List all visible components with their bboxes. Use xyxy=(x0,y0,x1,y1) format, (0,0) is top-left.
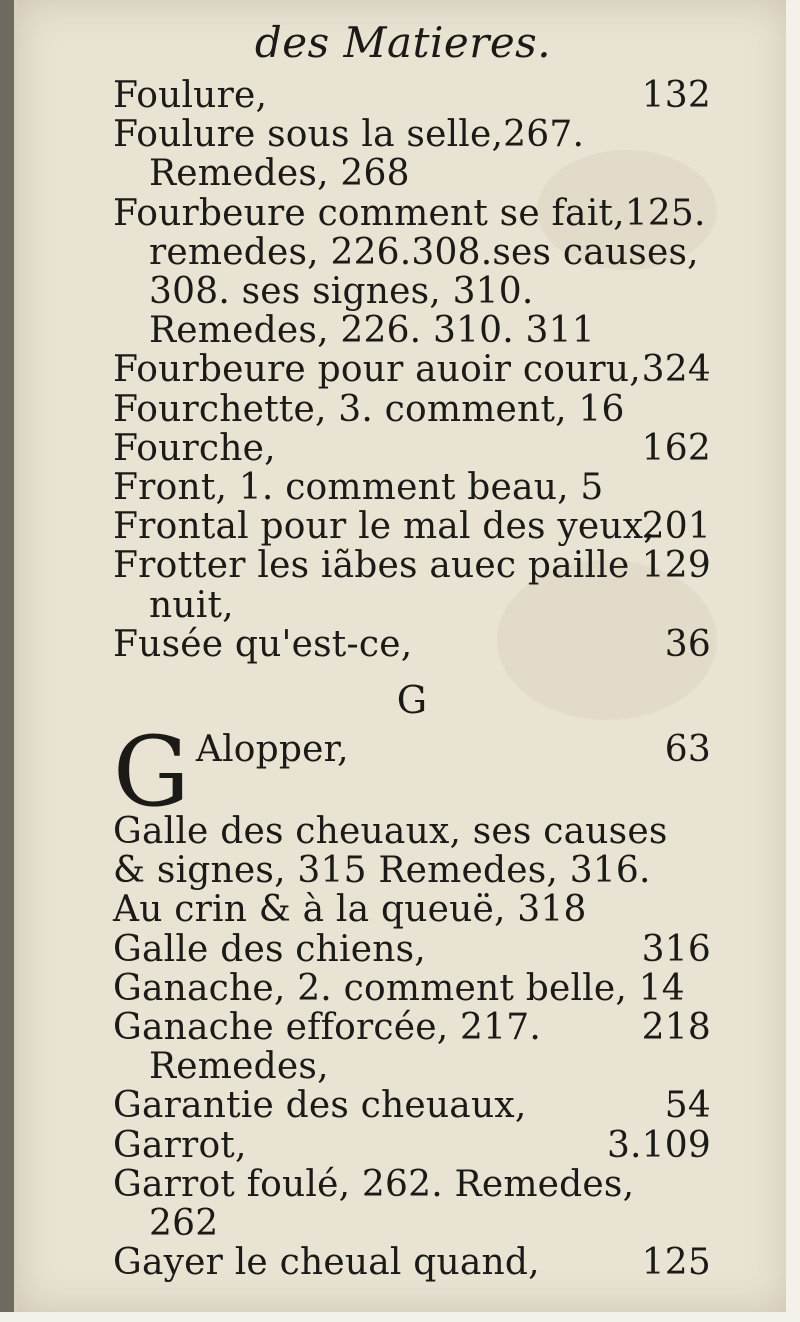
page-bottom-edge xyxy=(0,1312,800,1322)
entry-text: Fourbeure pour auoir couru, xyxy=(113,349,641,391)
index-entry xyxy=(113,507,711,546)
page-reference: 316 xyxy=(641,928,711,970)
entry-text: Garantie des cheuaux, xyxy=(113,1085,527,1127)
entry-text: Ganache efforcée, 217. Remedes, xyxy=(113,1007,542,1088)
entry-text: Fourche, xyxy=(113,427,276,469)
page-edge xyxy=(786,0,800,1322)
index-entry xyxy=(113,390,711,429)
entry-text: Fourbeure comment se fait,125. remedes, 226.308.ses causes, 308. ses signes, 310. Remedes, 226. 310. 311 xyxy=(113,192,706,352)
page-reference: 36 xyxy=(664,623,711,665)
page-reference: 218 xyxy=(641,1007,711,1049)
running-head: des Matieres. xyxy=(254,18,552,67)
entry-text: Ganache, 2. comment belle, 14 xyxy=(113,967,685,1009)
index-entry xyxy=(113,546,711,624)
section-g xyxy=(113,716,711,931)
entry-text: Fusée qu'est-ce, xyxy=(113,623,413,665)
index-entry xyxy=(113,716,711,829)
index-entry xyxy=(113,969,711,1008)
index-entry xyxy=(113,1165,711,1243)
page-reference: 162 xyxy=(641,427,711,469)
page-reference: 129 xyxy=(641,545,711,587)
entry-text: Frontal pour le mal des yeux, xyxy=(113,506,655,548)
index-entry xyxy=(113,625,711,664)
drop-cap: G xyxy=(113,716,190,829)
entry-text: Foulure, xyxy=(113,75,268,116)
entry-text: Galle des chiens, xyxy=(113,928,426,970)
index-entry: Galle des cheuaux, ses causes & signes, 315 Remedes, 316. Au crin & à la queuë, 318 xyxy=(113,811,668,931)
page-reference: 63 xyxy=(664,729,711,771)
index-entry xyxy=(113,1243,711,1282)
page-reference: 125 xyxy=(641,1242,711,1284)
entry-text: Foulure sous la selle,267. Remedes, 268 xyxy=(113,114,585,195)
index-entry xyxy=(113,76,711,115)
index-entry xyxy=(113,194,711,351)
page-reference: 3.109 xyxy=(606,1124,711,1166)
index-entry xyxy=(113,1126,711,1165)
page-reference: 201 xyxy=(641,506,711,548)
page-reference: 54 xyxy=(664,1085,711,1127)
page-reference: 132 xyxy=(641,75,711,116)
index-entry xyxy=(113,350,711,389)
section-letter-heading: G xyxy=(396,678,428,723)
index-entry xyxy=(113,468,711,507)
entry-text: Fourchette, 3. comment, 16 xyxy=(113,388,625,430)
page-reference: 324 xyxy=(641,349,711,391)
index-list xyxy=(113,76,711,1282)
entry-text: Gayer le cheual quand, xyxy=(113,1242,540,1284)
index-entry xyxy=(113,1086,711,1125)
entry-text: Front, 1. comment beau, 5 xyxy=(113,467,604,509)
entry-text: Frotter les iãbes auec paille nuit, xyxy=(113,545,630,626)
index-entry xyxy=(113,429,711,468)
index-entry xyxy=(113,115,711,193)
entry-text: Garrot foulé, 262. Remedes, 262 xyxy=(113,1163,635,1245)
index-entry xyxy=(113,1008,711,1086)
index-entry xyxy=(113,930,711,969)
book-page xyxy=(14,0,789,1312)
entry-text: Garrot, xyxy=(113,1124,247,1166)
entry-text: Alopper, xyxy=(195,729,349,771)
